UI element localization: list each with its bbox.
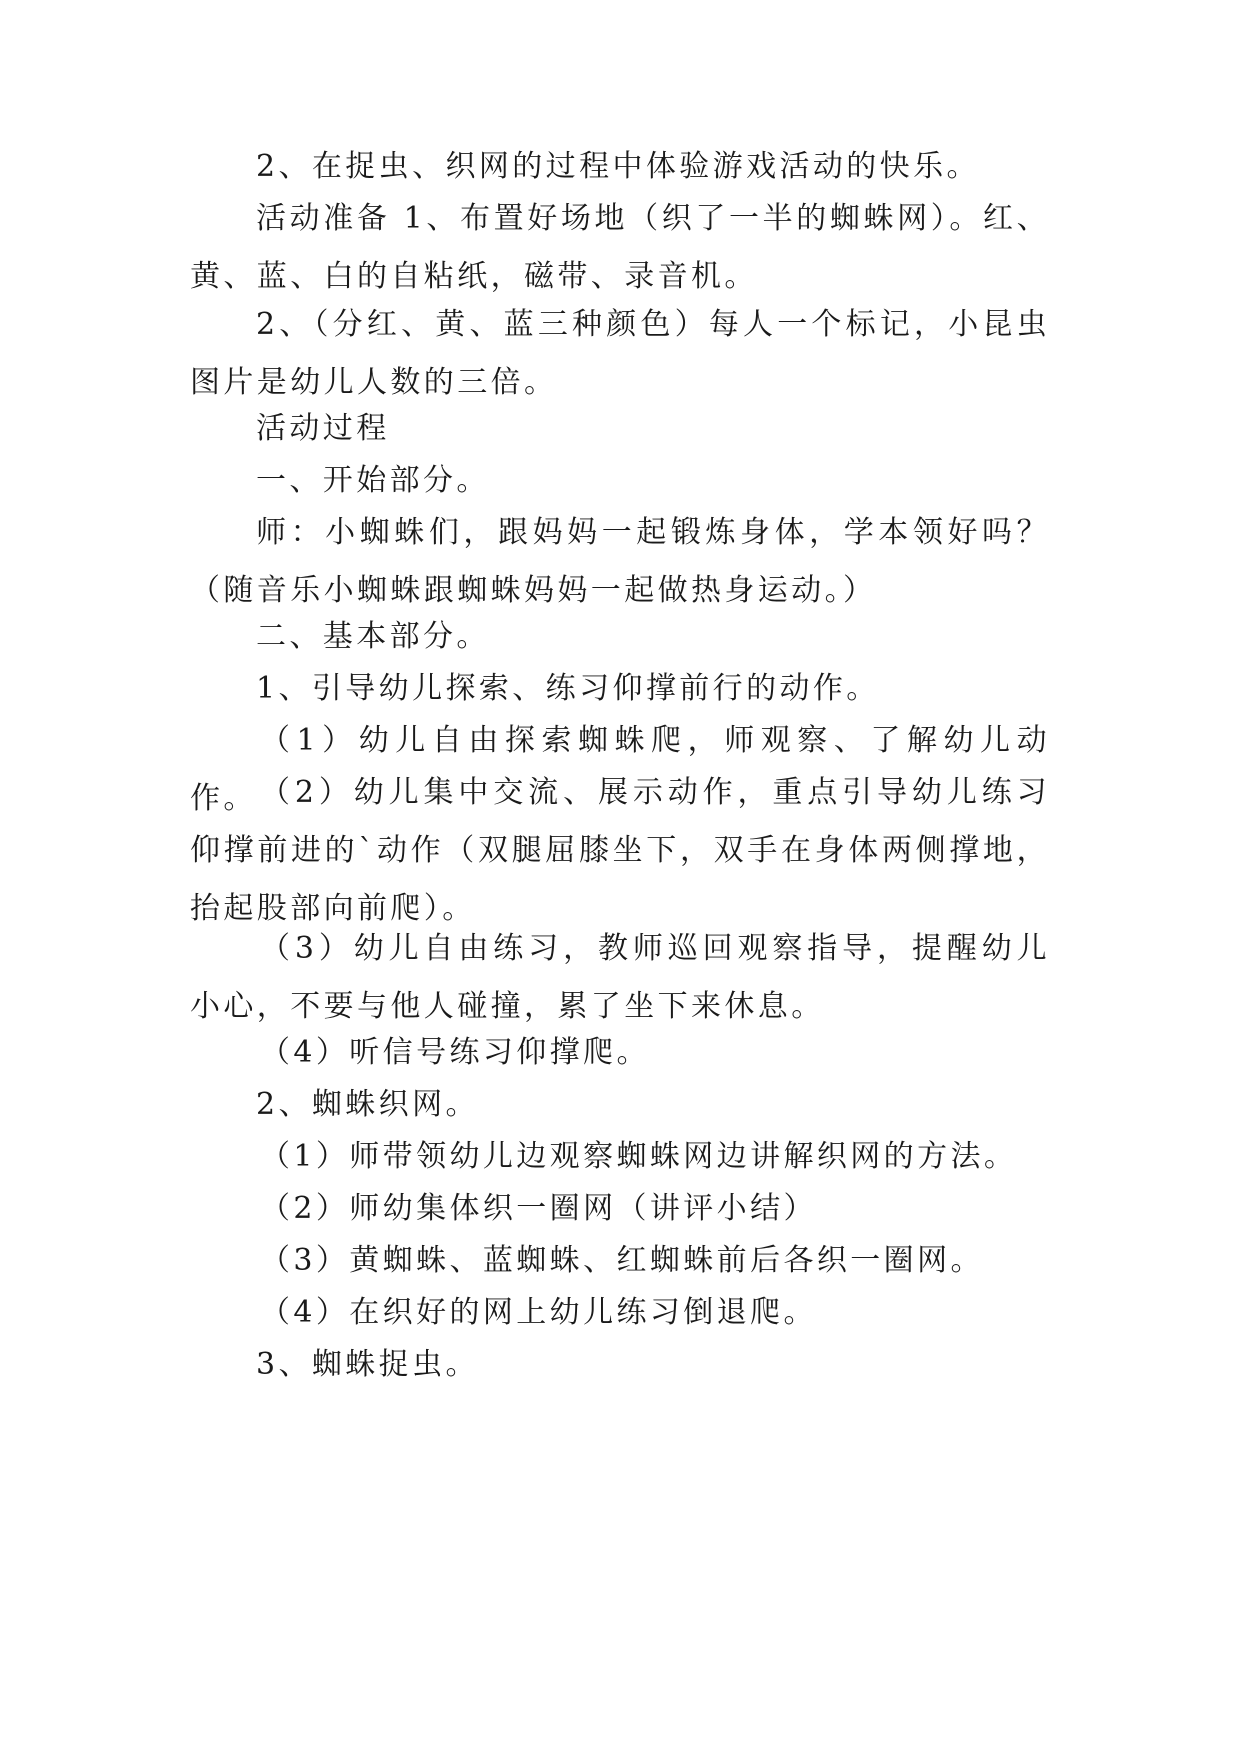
paragraph-step-2: 2、蜘蛛织网。 — [256, 1087, 479, 1122]
paragraph-step-2-1: （1）师带领幼儿边观察蜘蛛网边讲解织网的方法。 — [260, 1139, 1018, 1174]
paragraph-process-heading: 活动过程 — [256, 411, 390, 446]
paragraph-step-1-2: （2）幼儿集中交流、展示动作，重点引导幼儿练习仰撑前进的`动作（双腿屈膝坐下，双手在身体两侧撑地，抬起股部向前爬）。 — [190, 775, 1050, 926]
paragraph-teacher-intro: 师：小蜘蛛们，跟妈妈一起锻炼身体，学本领好吗？（随音乐小蜘蛛跟蜘蛛妈妈一起做热身运动。） — [190, 515, 1050, 608]
paragraph-preparation-1: 活动准备 1、布置好场地（织了一半的蜘蛛网）。红、黄、蓝、白的自粘纸，磁带、录音机。 — [190, 201, 1050, 294]
paragraph-goal-2: 2、在捉虫、织网的过程中体验游戏活动的快乐。 — [256, 149, 980, 184]
paragraph-step-2-2: （2）师幼集体织一圈网（讲评小结） — [260, 1191, 817, 1226]
paragraph-step-1: 1、引导幼儿探索、练习仰撑前行的动作。 — [256, 671, 880, 706]
paragraph-part-two: 二、基本部分。 — [256, 619, 490, 654]
paragraph-step-2-4: （4）在织好的网上幼儿练习倒退爬。 — [260, 1295, 817, 1330]
paragraph-part-one: 一、开始部分。 — [256, 463, 490, 498]
paragraph-preparation-2: 2、（分红、黄、蓝三种颜色）每人一个标记，小昆虫图片是幼儿人数的三倍。 — [190, 307, 1050, 400]
paragraph-step-3: 3、蜘蛛捉虫。 — [256, 1347, 479, 1382]
paragraph-step-1-1: （1）幼儿自由探索蜘蛛爬，师观察、了解幼儿动作。 — [190, 723, 1050, 816]
paragraph-step-1-4: （4）听信号练习仰撑爬。 — [260, 1035, 650, 1070]
paragraph-step-2-3: （3）黄蜘蛛、蓝蜘蛛、红蜘蛛前后各织一圈网。 — [260, 1243, 984, 1278]
paragraph-step-1-3: （3）幼儿自由练习，教师巡回观察指导，提醒幼儿小心，不要与他人碰撞，累了坐下来休息。 — [190, 931, 1050, 1024]
